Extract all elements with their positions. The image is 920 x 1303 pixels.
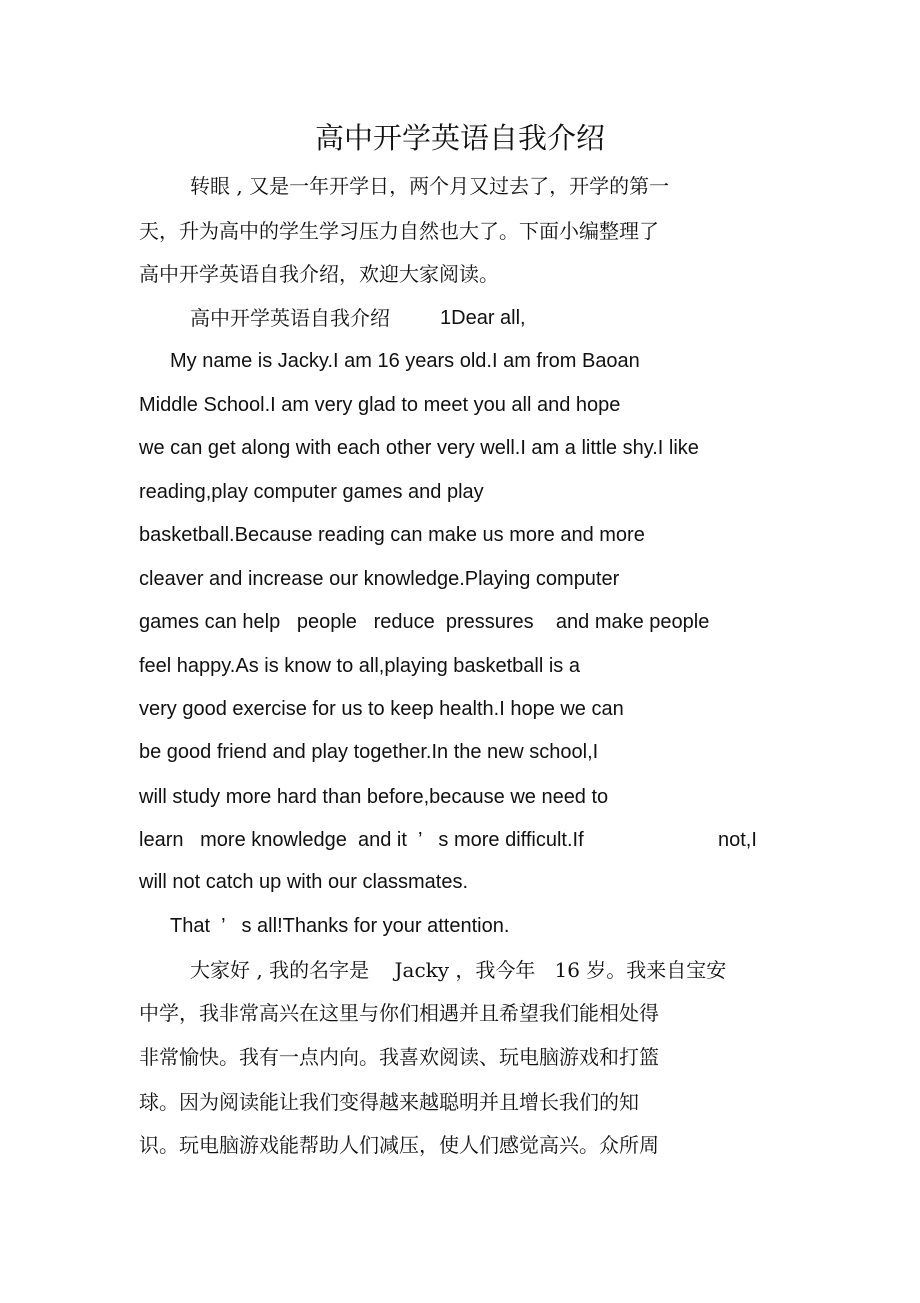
english-line: cleaver and increase our knowledge.Playing computer: [139, 568, 620, 590]
page-title: 高中开学英语自我介绍: [314, 121, 605, 155]
english-line: reading,play computer games and play: [139, 481, 484, 503]
chinese-line: 球。因为阅读能让我们变得越来越聪明并且增长我们的知: [139, 1090, 639, 1114]
english-line: will study more hard than before,because we need to: [139, 786, 609, 808]
intro-line: 天，升为高中的学生学习压力自然也大了。下面小编整理了: [139, 219, 659, 243]
chinese-line: 中学，我非常高兴在这里与你们相遇并且希望我们能相处得: [139, 1001, 659, 1025]
english-line: be good friend and play together.In the new school,I: [139, 741, 599, 763]
greeting-text: 1Dear all,: [440, 307, 526, 329]
english-line: very good exercise for us to keep health.I hope we can: [139, 698, 624, 720]
chinese-line: 大家好 , 我的名字是 Jacky ，我今年 16 岁。我来自宝安: [190, 958, 727, 982]
english-line: games can help people reduce pressures and make people: [139, 611, 710, 633]
chinese-line: 非常愉快。我有一点内向。我喜欢阅读、玩电脑游戏和打篮: [139, 1045, 659, 1069]
intro-line: 转眼 , 又是一年开学日，两个月又过去了，开学的第一: [190, 174, 670, 198]
english-line: feel happy.As is know to all,playing basketball is a: [139, 655, 580, 677]
english-line: Middle School.I am very glad to meet you all and hope: [139, 394, 621, 416]
chinese-line: 识。玩电脑游戏能帮助人们减压，使人们感觉高兴。众所周: [139, 1133, 659, 1157]
english-line: learn more knowledge and it ’ s more difficult.If: [139, 829, 584, 851]
english-line: will not catch up with our classmates.: [139, 871, 469, 893]
english-line-end: not,I: [718, 829, 757, 851]
english-line: basketball.Because reading can make us more and more: [139, 524, 645, 546]
section-heading: 高中开学英语自我介绍: [190, 306, 390, 330]
english-line: we can get along with each other very well.I am a little shy.I like: [139, 437, 699, 459]
english-line: My name is Jacky.I am 16 years old.I am from Baoan: [170, 350, 640, 372]
english-line: That ’ s all!Thanks for your attention.: [170, 915, 510, 937]
intro-line: 高中开学英语自我介绍，欢迎大家阅读。: [139, 262, 499, 286]
